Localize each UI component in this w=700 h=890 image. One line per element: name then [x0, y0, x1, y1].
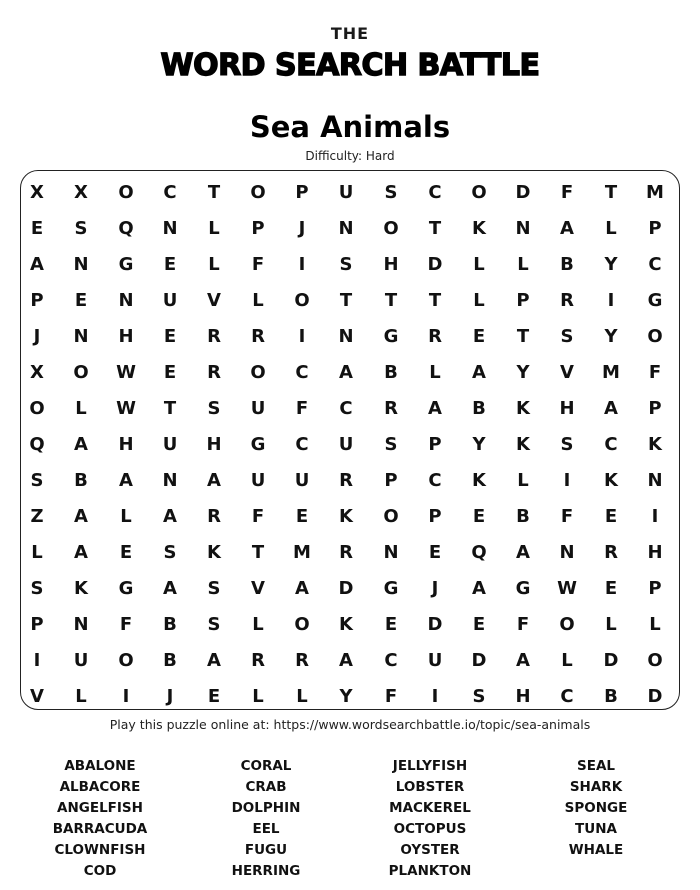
grid-cell[interactable]: S — [560, 434, 574, 455]
word-list-item: WHALE — [568, 842, 624, 858]
grid-cell[interactable]: S — [339, 254, 353, 275]
grid-cell[interactable]: G — [250, 434, 266, 455]
grid-cell[interactable]: T — [384, 290, 398, 311]
grid-cell[interactable]: U — [294, 470, 310, 491]
grid-cell[interactable]: P — [251, 218, 265, 239]
grid-cell[interactable]: X — [30, 182, 44, 203]
grid-cell[interactable]: K — [339, 506, 353, 527]
puzzle-title: Sea Animals — [249, 110, 451, 144]
grid-row — [29, 427, 698, 463]
word-list-item: TUNA — [575, 821, 617, 837]
grid-cell[interactable]: M — [602, 362, 620, 383]
grid-cell[interactable]: W — [116, 362, 136, 383]
grid-cell[interactable]: P — [648, 398, 662, 419]
grid-cell[interactable]: L — [517, 470, 529, 491]
grid-cell[interactable]: L — [120, 506, 132, 527]
grid-cell[interactable]: O — [471, 182, 487, 203]
grid-cell[interactable]: E — [295, 506, 309, 527]
grid-row — [29, 391, 698, 427]
grid-cell[interactable]: A — [516, 650, 530, 671]
grid-row — [33, 319, 698, 355]
grid-cell[interactable]: P — [516, 290, 530, 311]
grid-cell[interactable]: A — [74, 506, 88, 527]
grid-cell[interactable]: S — [30, 470, 44, 491]
grid-cell[interactable]: H — [118, 326, 134, 347]
grid-cell[interactable]: K — [604, 470, 618, 491]
grid-cell[interactable]: G — [118, 578, 134, 599]
grid-cell[interactable]: R — [207, 362, 221, 383]
word-list-item: JELLYFISH — [392, 758, 468, 774]
grid-row — [30, 247, 698, 283]
grid-cell[interactable]: Q — [29, 434, 45, 455]
difficulty-label: Difficulty: Hard — [305, 149, 395, 163]
grid-cell[interactable]: A — [560, 218, 574, 239]
grid-cell[interactable]: S — [30, 578, 44, 599]
grid-cell[interactable]: K — [648, 434, 662, 455]
grid-row — [33, 643, 698, 679]
grid-cell[interactable]: L — [252, 686, 264, 707]
grid-cell[interactable]: U — [427, 650, 443, 671]
grid-cell[interactable]: E — [74, 290, 88, 311]
grid-cell[interactable]: N — [162, 218, 178, 239]
grid-cell[interactable]: E — [472, 326, 486, 347]
grid-cell[interactable]: L — [605, 614, 617, 635]
grid-cell[interactable]: E — [472, 506, 486, 527]
grid-cell[interactable]: T — [251, 542, 265, 563]
grid-cell[interactable]: C — [384, 650, 398, 671]
brand-logo: WORD SEARCH BATTLE — [160, 48, 540, 83]
word-list-item: SPONGE — [564, 800, 628, 816]
word-list-item: MACKEREL — [389, 800, 471, 816]
grid-cell[interactable]: H — [515, 686, 531, 707]
grid-cell[interactable]: S — [207, 398, 221, 419]
grid-cell[interactable]: P — [428, 434, 442, 455]
grid-cell[interactable]: T — [428, 218, 442, 239]
grid-cell[interactable]: E — [163, 362, 177, 383]
grid-cell[interactable]: E — [472, 614, 486, 635]
grid-cell[interactable]: L — [517, 254, 529, 275]
grid-cell[interactable]: A — [428, 398, 442, 419]
grid-cell[interactable]: I — [563, 470, 571, 491]
grid-cell[interactable]: Q — [118, 218, 134, 239]
grid-cell[interactable]: F — [119, 614, 133, 635]
grid-cell[interactable]: D — [427, 254, 443, 275]
grid-cell[interactable]: R — [251, 326, 265, 347]
grid-cell[interactable]: R — [428, 326, 442, 347]
grid-cell[interactable]: O — [647, 650, 663, 671]
grid-cell[interactable]: Z — [30, 506, 44, 527]
grid-cell[interactable]: F — [251, 254, 265, 275]
grid-cell[interactable]: D — [338, 578, 354, 599]
grid-cell[interactable]: O — [29, 398, 45, 419]
grid-cell[interactable]: L — [561, 650, 573, 671]
grid-cell[interactable]: X — [30, 362, 44, 383]
grid-cell[interactable]: B — [74, 470, 88, 491]
grid-cell[interactable]: R — [295, 650, 309, 671]
grid-row — [30, 499, 698, 535]
word-list-item: ANGELFISH — [57, 800, 143, 816]
grid-row — [30, 175, 698, 211]
grid-cell[interactable]: G — [118, 254, 134, 275]
word-list-item: BARRACUDA — [52, 821, 148, 837]
grid-cell[interactable]: R — [207, 506, 221, 527]
grid-cell[interactable]: L — [649, 614, 661, 635]
grid-cell[interactable]: G — [383, 326, 399, 347]
grid-cell[interactable]: M — [293, 542, 311, 563]
grid-cell[interactable]: O — [383, 506, 399, 527]
word-search-grid — [29, 173, 698, 713]
grid-cell[interactable]: E — [384, 614, 398, 635]
grid-cell[interactable]: C — [339, 398, 353, 419]
grid-cell[interactable]: L — [31, 542, 43, 563]
grid-cell[interactable]: Y — [472, 434, 486, 455]
grid-cell[interactable]: A — [472, 578, 486, 599]
grid-cell[interactable]: S — [560, 326, 574, 347]
grid-cell[interactable]: H — [206, 434, 222, 455]
grid-cell[interactable]: F — [251, 506, 265, 527]
grid-cell[interactable]: T — [428, 290, 442, 311]
grid-cell[interactable]: L — [75, 686, 87, 707]
grid-cell[interactable]: A — [516, 542, 530, 563]
grid-cell[interactable]: R — [604, 542, 618, 563]
grid-cell[interactable]: I — [298, 254, 306, 275]
grid-cell[interactable]: A — [604, 398, 618, 419]
grid-cell[interactable]: A — [207, 470, 221, 491]
grid-row — [30, 211, 698, 247]
grid-cell[interactable]: H — [383, 254, 399, 275]
word-list-item: EEL — [252, 821, 280, 837]
grid-cell[interactable]: O — [294, 614, 310, 635]
grid-cell[interactable]: N — [383, 542, 399, 563]
grid-cell[interactable]: E — [207, 686, 221, 707]
grid-cell[interactable]: L — [252, 290, 264, 311]
grid-cell[interactable]: N — [559, 542, 575, 563]
grid-cell[interactable]: L — [429, 362, 441, 383]
grid-cell[interactable]: I — [431, 686, 439, 707]
grid-cell[interactable]: O — [383, 218, 399, 239]
word-list-column — [181, 756, 351, 882]
grid-cell[interactable]: P — [648, 218, 662, 239]
grid-cell[interactable]: C — [163, 182, 177, 203]
grid-cell[interactable]: B — [472, 398, 486, 419]
grid-cell[interactable]: N — [73, 326, 89, 347]
grid-cell[interactable]: O — [118, 650, 134, 671]
grid-cell[interactable]: V — [30, 686, 44, 707]
grid-cell[interactable]: B — [516, 506, 530, 527]
grid-cell[interactable]: A — [163, 578, 177, 599]
grid-cell[interactable]: T — [516, 326, 530, 347]
word-list-item: OCTOPUS — [393, 821, 467, 837]
grid-cell[interactable]: L — [605, 218, 617, 239]
grid-cell[interactable]: W — [116, 398, 136, 419]
word-list-item: SHARK — [569, 779, 623, 795]
grid-cell[interactable]: L — [473, 290, 485, 311]
grid-cell[interactable]: I — [607, 290, 615, 311]
grid-cell[interactable]: H — [118, 434, 134, 455]
word-list-item: HERRING — [231, 863, 301, 879]
word-list-item: CORAL — [240, 758, 292, 774]
grid-cell[interactable]: O — [73, 362, 89, 383]
grid-cell[interactable]: U — [338, 182, 354, 203]
grid-cell[interactable]: B — [384, 362, 398, 383]
grid-cell[interactable]: G — [515, 578, 531, 599]
grid-cell[interactable]: C — [295, 362, 309, 383]
word-list-column — [511, 756, 681, 861]
grid-cell[interactable]: A — [30, 254, 44, 275]
grid-cell[interactable]: X — [74, 182, 88, 203]
grid-cell[interactable]: S — [207, 578, 221, 599]
grid-cell[interactable]: U — [250, 398, 266, 419]
grid-cell[interactable]: C — [428, 470, 442, 491]
word-list-item: COD — [83, 863, 117, 879]
grid-cell[interactable]: G — [383, 578, 399, 599]
grid-cell[interactable]: F — [516, 614, 530, 635]
grid-cell[interactable]: V — [560, 362, 574, 383]
grid-cell[interactable]: S — [163, 542, 177, 563]
grid-cell[interactable]: P — [648, 578, 662, 599]
grid-cell[interactable]: K — [516, 398, 530, 419]
grid-cell[interactable]: Q — [471, 542, 487, 563]
grid-cell[interactable]: P — [384, 470, 398, 491]
grid-cell[interactable]: Y — [604, 254, 618, 275]
grid-cell[interactable]: J — [298, 218, 306, 239]
grid-cell[interactable]: C — [295, 434, 309, 455]
grid-cell[interactable]: O — [250, 362, 266, 383]
grid-cell[interactable]: C — [428, 182, 442, 203]
grid-cell[interactable]: W — [557, 578, 577, 599]
grid-cell[interactable]: A — [295, 578, 309, 599]
grid-cell[interactable]: U — [73, 650, 89, 671]
grid-cell[interactable]: L — [75, 398, 87, 419]
grid-cell[interactable]: D — [603, 650, 619, 671]
grid-cell[interactable]: N — [118, 290, 134, 311]
grid-cell[interactable]: B — [163, 650, 177, 671]
brand-prefix: THE — [330, 24, 370, 43]
grid-cell[interactable]: C — [560, 686, 574, 707]
grid-cell[interactable]: S — [472, 686, 486, 707]
grid-cell[interactable]: K — [516, 434, 530, 455]
grid-cell[interactable]: O — [559, 614, 575, 635]
grid-cell[interactable]: F — [295, 398, 309, 419]
grid-cell[interactable]: K — [472, 218, 486, 239]
word-list-item: PLANKTON — [388, 863, 472, 879]
grid-cell[interactable]: V — [207, 290, 221, 311]
grid-row — [30, 607, 698, 643]
grid-cell[interactable]: D — [515, 182, 531, 203]
grid-cell[interactable]: I — [651, 506, 659, 527]
grid-row — [30, 571, 698, 607]
grid-cell[interactable]: E — [163, 254, 177, 275]
grid-cell[interactable]: S — [384, 182, 398, 203]
grid-cell[interactable]: L — [208, 254, 220, 275]
grid-cell[interactable]: I — [33, 650, 41, 671]
grid-cell[interactable]: F — [648, 362, 662, 383]
grid-cell[interactable]: N — [338, 218, 354, 239]
word-list-item: CLOWNFISH — [54, 842, 146, 858]
grid-cell[interactable]: A — [74, 434, 88, 455]
grid-cell[interactable]: D — [471, 650, 487, 671]
grid-cell[interactable]: R — [251, 650, 265, 671]
grid-cell[interactable]: T — [339, 290, 353, 311]
grid-cell[interactable]: H — [647, 542, 663, 563]
grid-cell[interactable]: F — [384, 686, 398, 707]
grid-cell[interactable]: P — [30, 614, 44, 635]
grid-cell[interactable]: P — [30, 290, 44, 311]
grid-row — [31, 535, 698, 571]
grid-cell[interactable]: N — [73, 254, 89, 275]
grid-cell[interactable]: E — [428, 542, 442, 563]
grid-cell[interactable]: E — [604, 578, 618, 599]
grid-cell[interactable]: A — [74, 542, 88, 563]
word-list-item: FUGU — [244, 842, 288, 858]
grid-cell[interactable]: H — [559, 398, 575, 419]
grid-cell[interactable]: J — [166, 686, 174, 707]
grid-cell[interactable]: M — [646, 182, 664, 203]
grid-cell[interactable]: T — [163, 398, 177, 419]
grid-cell[interactable]: P — [428, 506, 442, 527]
grid-cell[interactable]: K — [472, 470, 486, 491]
grid-cell[interactable]: R — [339, 542, 353, 563]
grid-cell[interactable]: N — [338, 326, 354, 347]
grid-cell[interactable]: C — [604, 434, 618, 455]
grid-cell[interactable]: Y — [516, 362, 530, 383]
grid-row — [30, 679, 698, 715]
grid-cell[interactable]: A — [163, 506, 177, 527]
grid-cell[interactable]: D — [647, 686, 663, 707]
word-list-item: ABALONE — [64, 758, 136, 774]
grid-cell[interactable]: A — [207, 650, 221, 671]
grid-cell[interactable]: N — [73, 614, 89, 635]
grid-cell[interactable]: E — [604, 506, 618, 527]
grid-cell[interactable]: U — [338, 434, 354, 455]
grid-cell[interactable]: K — [339, 614, 353, 635]
grid-cell[interactable]: U — [162, 434, 178, 455]
grid-cell[interactable]: R — [384, 398, 398, 419]
word-list-column — [15, 756, 185, 882]
grid-cell[interactable]: T — [207, 182, 221, 203]
grid-cell[interactable]: F — [560, 506, 574, 527]
grid-cell[interactable]: A — [339, 362, 353, 383]
grid-row — [30, 463, 698, 499]
grid-cell[interactable]: L — [296, 686, 308, 707]
grid-cell[interactable]: L — [473, 254, 485, 275]
grid-cell[interactable]: E — [30, 218, 44, 239]
grid-cell[interactable]: A — [119, 470, 133, 491]
word-list-item: LOBSTER — [395, 779, 465, 795]
grid-cell[interactable]: O — [294, 290, 310, 311]
word-list-item: SEAL — [577, 758, 615, 774]
grid-cell[interactable]: A — [339, 650, 353, 671]
grid-cell[interactable]: I — [298, 326, 306, 347]
grid-cell[interactable]: B — [163, 614, 177, 635]
grid-cell[interactable]: C — [648, 254, 662, 275]
grid-cell[interactable]: J — [33, 326, 41, 347]
grid-row — [30, 283, 698, 319]
grid-cell[interactable]: D — [427, 614, 443, 635]
grid-cell[interactable]: K — [207, 542, 221, 563]
play-online-link[interactable]: Play this puzzle online at: https://www.wordsearchbattle.io/topic/sea-animals — [109, 717, 591, 732]
grid-cell[interactable]: U — [250, 470, 266, 491]
grid-cell[interactable]: T — [604, 182, 618, 203]
grid-cell[interactable]: F — [560, 182, 574, 203]
word-list-item: DOLPHIN — [231, 800, 301, 816]
grid-cell[interactable]: A — [472, 362, 486, 383]
grid-cell[interactable]: R — [560, 290, 574, 311]
grid-cell[interactable]: L — [252, 614, 264, 635]
grid-cell[interactable]: E — [119, 542, 133, 563]
grid-cell[interactable]: Y — [604, 326, 618, 347]
grid-cell[interactable]: N — [515, 218, 531, 239]
word-list-item: OYSTER — [400, 842, 460, 858]
word-search-grid-frame — [20, 170, 680, 710]
grid-cell[interactable]: I — [122, 686, 130, 707]
word-list-column — [345, 756, 515, 882]
grid-cell[interactable]: Y — [339, 686, 353, 707]
grid-cell[interactable]: E — [163, 326, 177, 347]
grid-row — [30, 355, 698, 391]
grid-cell[interactable]: P — [295, 182, 309, 203]
grid-cell[interactable]: N — [162, 470, 178, 491]
grid-cell[interactable]: K — [74, 578, 88, 599]
grid-cell[interactable]: J — [431, 578, 439, 599]
word-list-item: ALBACORE — [59, 779, 141, 795]
word-list-item: CRAB — [245, 779, 287, 795]
grid-cell[interactable]: N — [647, 470, 663, 491]
grid-cell[interactable]: L — [208, 218, 220, 239]
grid-cell[interactable]: S — [384, 434, 398, 455]
grid-cell[interactable]: O — [647, 326, 663, 347]
grid-cell[interactable]: R — [207, 326, 221, 347]
grid-cell[interactable]: G — [647, 290, 663, 311]
grid-cell[interactable]: B — [604, 686, 618, 707]
grid-cell[interactable]: U — [162, 290, 178, 311]
grid-cell[interactable]: S — [74, 218, 88, 239]
grid-cell[interactable]: O — [118, 182, 134, 203]
grid-cell[interactable]: S — [207, 614, 221, 635]
grid-cell[interactable]: B — [560, 254, 574, 275]
grid-cell[interactable]: V — [251, 578, 265, 599]
grid-cell[interactable]: R — [339, 470, 353, 491]
grid-cell[interactable]: O — [250, 182, 266, 203]
